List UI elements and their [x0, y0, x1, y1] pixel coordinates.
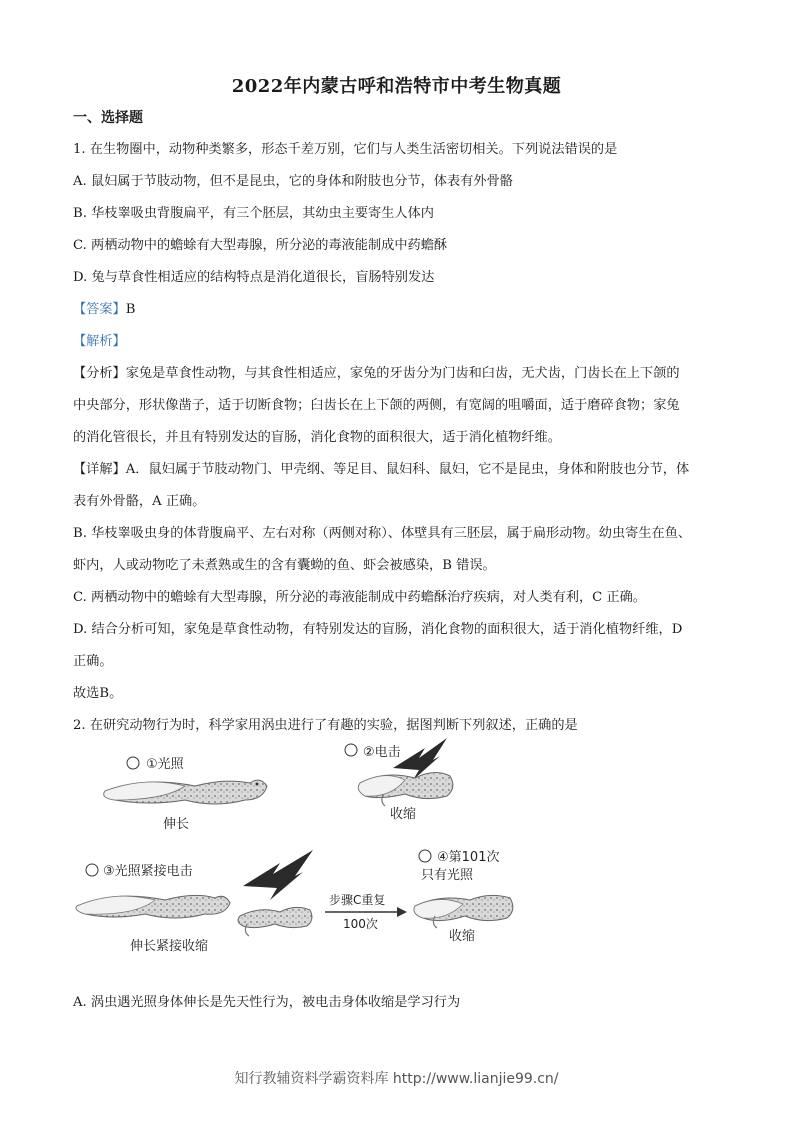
footer-watermark: 知行教辅资料学霸资料库 http://www.lianjie99.cn/: [234, 1071, 559, 1087]
answer-tag: 【答案】: [73, 302, 126, 317]
planarian-contracted-3: [238, 907, 312, 927]
question-1-stem: 1. 在生物圈中，动物种类繁多，形态千差万别，它们与人类生活密切相关。下列说法错误的是: [73, 142, 618, 157]
page-title: 2022年内蒙古呼和浩特市中考生物真题: [231, 76, 562, 97]
q1-option-a: A. 鼠妇属于节肢动物，但不是昆虫，它的身体和附肢也分节，体表有外骨骼: [73, 174, 513, 189]
arrow-top-label: 步骤C重复: [329, 893, 386, 907]
panel-3-label: ③光照紧接电击: [103, 864, 193, 879]
fenxi-line-1: 【分析】家兔是草食性动物，与其食性相适应，家兔的牙齿分为门齿和臼齿，无犬齿，门齿长在上下颌的: [73, 366, 680, 381]
answer-value: B: [125, 302, 136, 317]
panel-3: [76, 850, 313, 954]
planarian-figure-svg: [75, 728, 535, 958]
detail-d-line-2: 正确。: [73, 654, 113, 669]
panel-3-result: 伸长紧接收缩: [130, 939, 209, 954]
detail-b-line-2: 虾内，人或动物吃了未煮熟或生的含有囊蚴的鱼、虾会被感染，B 错误。: [73, 558, 496, 573]
q1-option-b: B. 华枝睾吸虫背腹扁平，有三个胚层，其幼虫主要寄生人体内: [73, 206, 434, 221]
question-2-stem: 2. 在研究动物行为时，科学家用涡虫进行了有趣的实验，据图判断下列叙述，正确的是: [73, 718, 578, 733]
q1-option-c: C. 两栖动物中的蟾蜍有大型毒腺，所分泌的毒液能制成中药蟾酥: [73, 238, 448, 253]
fenxi-line-3: 的消化管很长，并且有特别发达的盲肠，消化食物的面积很大，适于消化植物纤维。: [73, 430, 561, 445]
panel-1: [104, 756, 267, 832]
detail-b-line-1: B. 华枝睾吸虫身的体背腹扁平、左右对称（两侧对称）、体壁具有三胚层，属于扁形动物。幼虫寄生在鱼、: [73, 526, 692, 541]
arrow-bottom-label: 100次: [343, 917, 378, 931]
panel-4-label-1: ④第101次: [437, 850, 500, 865]
panel-1-result: 伸长: [163, 817, 190, 832]
fenxi-line-2: 中央部分，形状像凿子，适于切断食物；臼齿长在上下颌的两侧，有宽阔的咀嚼面，适于磨碎食物；家兔: [73, 398, 680, 413]
panel-1-label: ①光照: [146, 757, 184, 772]
analysis-tag: 【解析】: [73, 334, 126, 349]
lightning-icon-3: [243, 850, 313, 900]
detail-d-line-1: D. 结合分析可知，家兔是草食性动物，有特别发达的盲肠，消化食物的面积很大，适于消化植物纤维，D: [73, 622, 683, 637]
planarian-experiment-figure: [75, 728, 535, 958]
conclusion-line: 故选B。: [73, 686, 123, 701]
panel-2-result: 收缩: [390, 807, 417, 822]
detail-c-line: C. 两栖动物中的蟾蜍有大型毒腺，所分泌的毒液能制成中药蟾酥治疗疾病，对人类有利，C 正确。: [73, 590, 646, 605]
xiangjie-line-1: 【详解】A．鼠妇属于节肢动物门、甲壳纲、等足目、鼠妇科、鼠妇，它不是昆虫，身体和附肢也分节，体: [73, 462, 690, 477]
panel-4-result: 收缩: [449, 929, 476, 944]
xiangjie-line-2: 表有外骨骼，A 正确。: [73, 494, 206, 509]
q2-option-a: A. 涡虫遇光照身体伸长是先天性行为，被电击身体收缩是学习行为: [73, 995, 461, 1010]
arrow-head-icon: [397, 907, 407, 917]
panel-2-label: ②电击: [363, 745, 401, 760]
planarian-eye-1: [256, 783, 259, 786]
answer-line: [73, 302, 723, 318]
repeat-arrow: [325, 892, 407, 931]
panel-4-label-2: 只有光照: [421, 868, 474, 883]
analysis-line: [73, 334, 723, 350]
panel-2: [345, 738, 453, 822]
section-heading: 一、选择题: [73, 110, 143, 126]
q1-option-d: D. 兔与草食性相适应的结构特点是消化道很长，盲肠特别发达: [73, 270, 435, 285]
panel-4: [414, 849, 513, 944]
